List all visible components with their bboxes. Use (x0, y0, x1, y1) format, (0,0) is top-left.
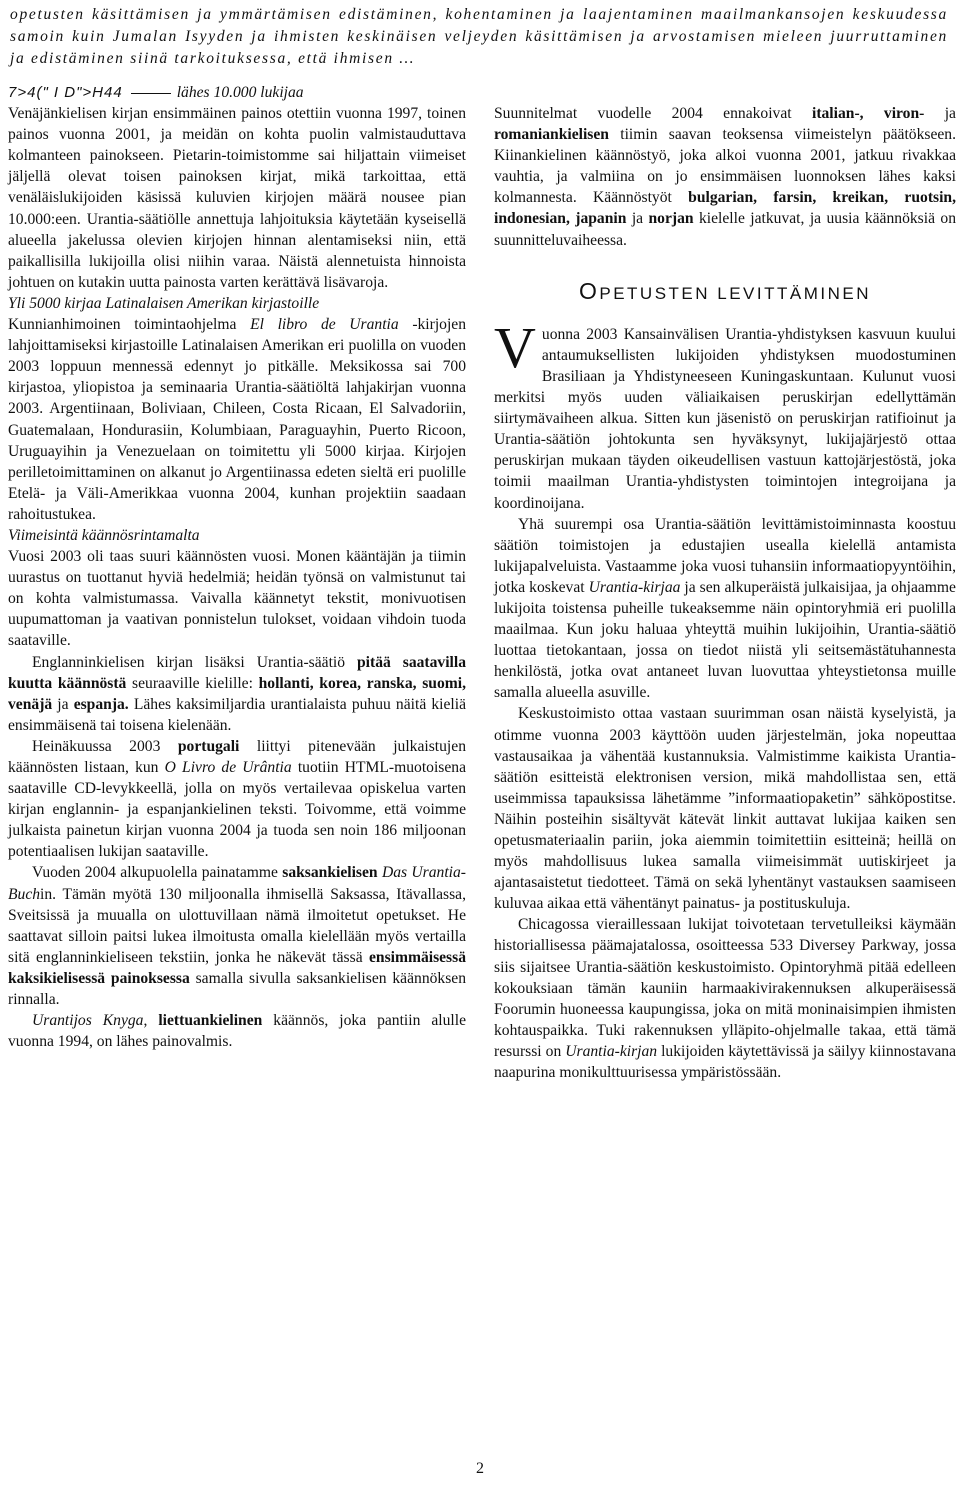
association-paragraph: Vuonna 2003 Kansainvälisen Urantia-yhdistyksen kasvuun kuului antaumuksellisten lukijoiden yhdistyksen muodostuminen Brasiliaan ja Yhdistyneeseen Kuningaskuntaan. Kulunut vuosi merkitsi myös uuden väliaikaisen peruskirjan edellyttämän siirtymävaiheen alkua. Sitten kun jäsenistö on peruskirjan ratifioinut ja Urantia-säätiön johtokunta sen hyväksynyt, lukijajärjestö ottaa peruskirjan mukaan täyden oikeudellisen vastuun kattojärjestöstä, joka toimii maailman Urantia-yhdistysten toimintojen integroijana ja koordinoijana. (494, 314, 956, 512)
reader-services-paragraph: Yhä suurempi osa Urantia-säätiön levittämistoiminnasta koostuu säätiön toimistojen ja edustajien usealla kielellä antamista lukijapalveluista. Vastaamme joka vuosi tuhansiin informaatiopyyntöihin, jotka koskevat Urantia-kirjaa ja sen alkuperäistä julkaisijaa, ja ohjaamme lukijoita toistensa puheille tukeaksemme näin opintoryhmiä eri puolilla maailmaa. Kun joku haluaa yhteyttä muihin lukijoihin, Urantia-säätiö luottaa tietokantaan, jossa on tiedot niistä yli seitsemästätuhannesta henkilöstä, jotka ovat antaneet luvan luovuttaa yhteystietonsa muille samalla alueella asuville. (494, 515, 956, 702)
planned-translations-paragraph: Suunnitelmat vuodelle 2004 ennakoivat italian-, viron- ja romaniankielisen tiimin saavan teoksensa viimeistelyn päätökseen. Kiinankielinen käännöstyö, joka alkoi vuonna 2001, jatkuu rivakkaa vauhtia, ja valmiina on jo ensimmäisen luonnoksen lähes kaksi kolmannesta. Käännöstyöt bulgarian, farsin, kreikan, ruotsin, indonesian, japanin ja norjan kielelle jatkuvat, ja uusia käännöksiä on suunnitteluvaiheessa. (494, 105, 956, 249)
right-column (494, 103, 956, 1083)
latam-paragraph: Kunnianhimoinen toimintaohjelma El libro de Urantia -kirjojen lahjoittamiseksi kirjastoille Latinalaisen Amerikan eri puolilla on vuoden 2003 loppuun mennessä edennyt jo pitkälle. Meksikossa sai 700 kirjastoa, yliopistoa ja seminaaria Urantia-säätiöltä lahjakirjan vuonna 2003. Argentiinaan, Boliviaan, Chileen, Costa Ricaan, El Salvadoriin, Guatemalaan, Hondurasiin, Kolumbiaan, Paraguayhin, Puerto Ricoon, Uruguayihin ja Venezuelaan on toimitettu yli 5000 kirjaa. Kirjojen perilletoimittaminen on alkanut jo Argentiinassa edeten sieltä eri puolille Etelä- ja Väli-Amerikkaa vuonna 2004, kunhan projektiin saadaan rahoitustukea. (8, 316, 467, 523)
book-title: O Livro de Urântia (164, 759, 292, 776)
translation-year-paragraph: Vuosi 2003 oli taas suuri käännösten vuosi. Monen kääntäjän ja tiimin uurastus on tuottanut hyviä hedelmiä; heidän työnsä on valmistunut tai on kohta valmistumassa. Vaivalla käännetyt tekstit, monivuotisen uupumattoman ja vaativan ponnistelun tulokset, voidaan vihdoin tuoda saataville. (8, 548, 466, 650)
chicago-paragraph: Chicagossa vieraillessaan lukijat toivotetaan tervetulleiksi käymään historiallisessa päämajatalossa, osoitteessa 533 Diversey Parkway, jossa siis sijaitsee Urantia-säätiön keskustoimisto. Opintoryhmä pitää edelleen kokouksiaan tämän kauniin harmaakivirakennuksen alkuperäisessä Foorumin huoneessa kaupungissa, joka on mitä moninaisimpien ihmisten kohtauspaikka. Tuki rakennuksen ylläpito-ohjelmalle takaa, että tämä resurssi on Urantia-kirjan lukijoiden käytettävissä ja säilyy kiinnostavana naapurina monikulttuurisessa ympäristössään. (494, 916, 956, 1082)
page-number: 2 (476, 1460, 484, 1477)
russian-heading: lähes 10.000 lukijaa (176, 84, 304, 101)
portuguese-paragraph: Heinäkuussa 2003 portugali liittyi pitenevään julkaistujen käännösten listaan, kun O Livro de Urântia tuotiin HTML-muotoisena saataville CD-levykkeellä, jolla on myös vertailevaa opiskelua varten kirjan englannin- ja espanjankielinen teksti. Toivomme, että voimme julkaista painetun kirjan vuonna 2004 ja tuoda sen noin 186 miljoonan potentiaalisen lukijan saataville. (8, 737, 466, 861)
russian-edition-text: Venäjänkielisen kirjan ensimmäinen painos otettiin vuonna 1997, toinen painos vuonna 2001, ja meidän on kohta puolin valmistauduttava kolmanteen painokseen. Pietarin-toimistomme sai hiljattain viimeiset jäljellä olevat toisen painoksen kirjat, mikä tarkoittaa, että venäläislukijoiden käsissä kuluvien kirjojen määrä nousee pian 10.000:een. Urantia-säätiölle annettuja lahjoituksia käytetään kyseisellä alueella jakelussa olevien kirjojen hinnan alentamiseksi niin, että paikallisilla lukijoilla olisi niihin varaa. Näistä alennetuista hinnoista johtuen on kutakin uutta painosta varten kerättävä lisävaroja. (8, 105, 466, 291)
book-title: El libro de Urantia (250, 316, 399, 334)
russian-heading-glyphs: 7>4(" I D">H44 (8, 84, 123, 101)
left-column (8, 82, 466, 1052)
book-title: Urantia-kirjaa (588, 578, 681, 596)
book-title: Urantia-kirjan (565, 1042, 658, 1060)
book-title: Das Urantia-Buch (8, 864, 466, 903)
translation-subheading: Viimeisintä käännösrintamalta (8, 526, 200, 544)
lithuanian-paragraph: Urantijos Knyga, liettuankielinen käännös, joka pantiin alulle vuonna 1994, on lähes painovalmis. (8, 1012, 466, 1051)
central-office-paragraph: Keskustoimisto ottaa vastaan suurimman osan näistä kyselyistä, ja otimme vuonna 2003 käyttöön uuden järjestelmän, joka nopeuttaa vastausaikaa ja vähentää kustannuksia. Valmistimme kaikista Urantia-säätiön esitteistä elektronisen version, mikä mahdollistaa sen, että useimmissa tapauksissa lähetämme ”informaatiopaketin” sähköpostitse. Näihin posteihin sisältyvät kätevät linkit auttavat lukijaa kaiken sen opetusmateriaalin pariin, joka aiemmin toimitettiin esitteinä; heillä on myös mahdollisuus lukea samalla viimeisimmät uutiskirjeet ja ajantasaistetut tiedotteet. Tämä on sekä lyhentänyt vastauksen saamiseen kuluvaa aikaa että vähentänyt painatus- ja postituskuluja. (494, 705, 956, 913)
book-title: Urantijos Knyga (32, 1012, 144, 1030)
intro-paragraph: opetusten käsittämisen ja ymmärtämisen edistäminen, kohentaminen ja laajentaminen maailmankansojen keskuudessa samoin kuin Jumalan Isyyden ja ihmisten keskinäisen veljeyden käsittämisen ja arvostamisen mieleen juurruttaminen ja edistäminen siinä tarkoituksessa, että ihmisen … (10, 6, 948, 67)
available-translations-paragraph: Englanninkielisen kirjan lisäksi Urantia-säätiö pitää saatavilla kuutta käännöstä seuraaville kielille: hollanti, korea, ranska, suomi, venäjä ja espanja. Lähes kaksimiljardia urantialaista puhuu näitä kieliä ensimmäisenä tai toisena kielenään. (8, 653, 466, 734)
german-paragraph: Vuoden 2004 alkupuolella painatamme saksankielisen Das Urantia-Buchin. Tämän myötä 130 miljoonalla ihmisellä Saksassa, Itävallassa, Sveitsissä ja muualla on ulottuvillaan nämä ilmoitetut opetukset. He saattavat silloin paitsi lukea ilmoitusta omalla kielellään myös vertailla sitä englanninkieliseen tekstiin, jonka he näkevät tässä ensimmäisessä kaksikielisessä painoksessa samalla sivulla saksankielisen käännöksen rinnalla. (8, 864, 466, 1009)
heading-dash (131, 93, 171, 94)
latam-subheading: Yli 5000 kirjaa Latinalaisen Amerikan kirjastoille (8, 294, 320, 312)
section-heading: OPETUSTEN LEVITTÄMINEN (578, 277, 872, 304)
russian-edition-paragraph (8, 82, 466, 293)
